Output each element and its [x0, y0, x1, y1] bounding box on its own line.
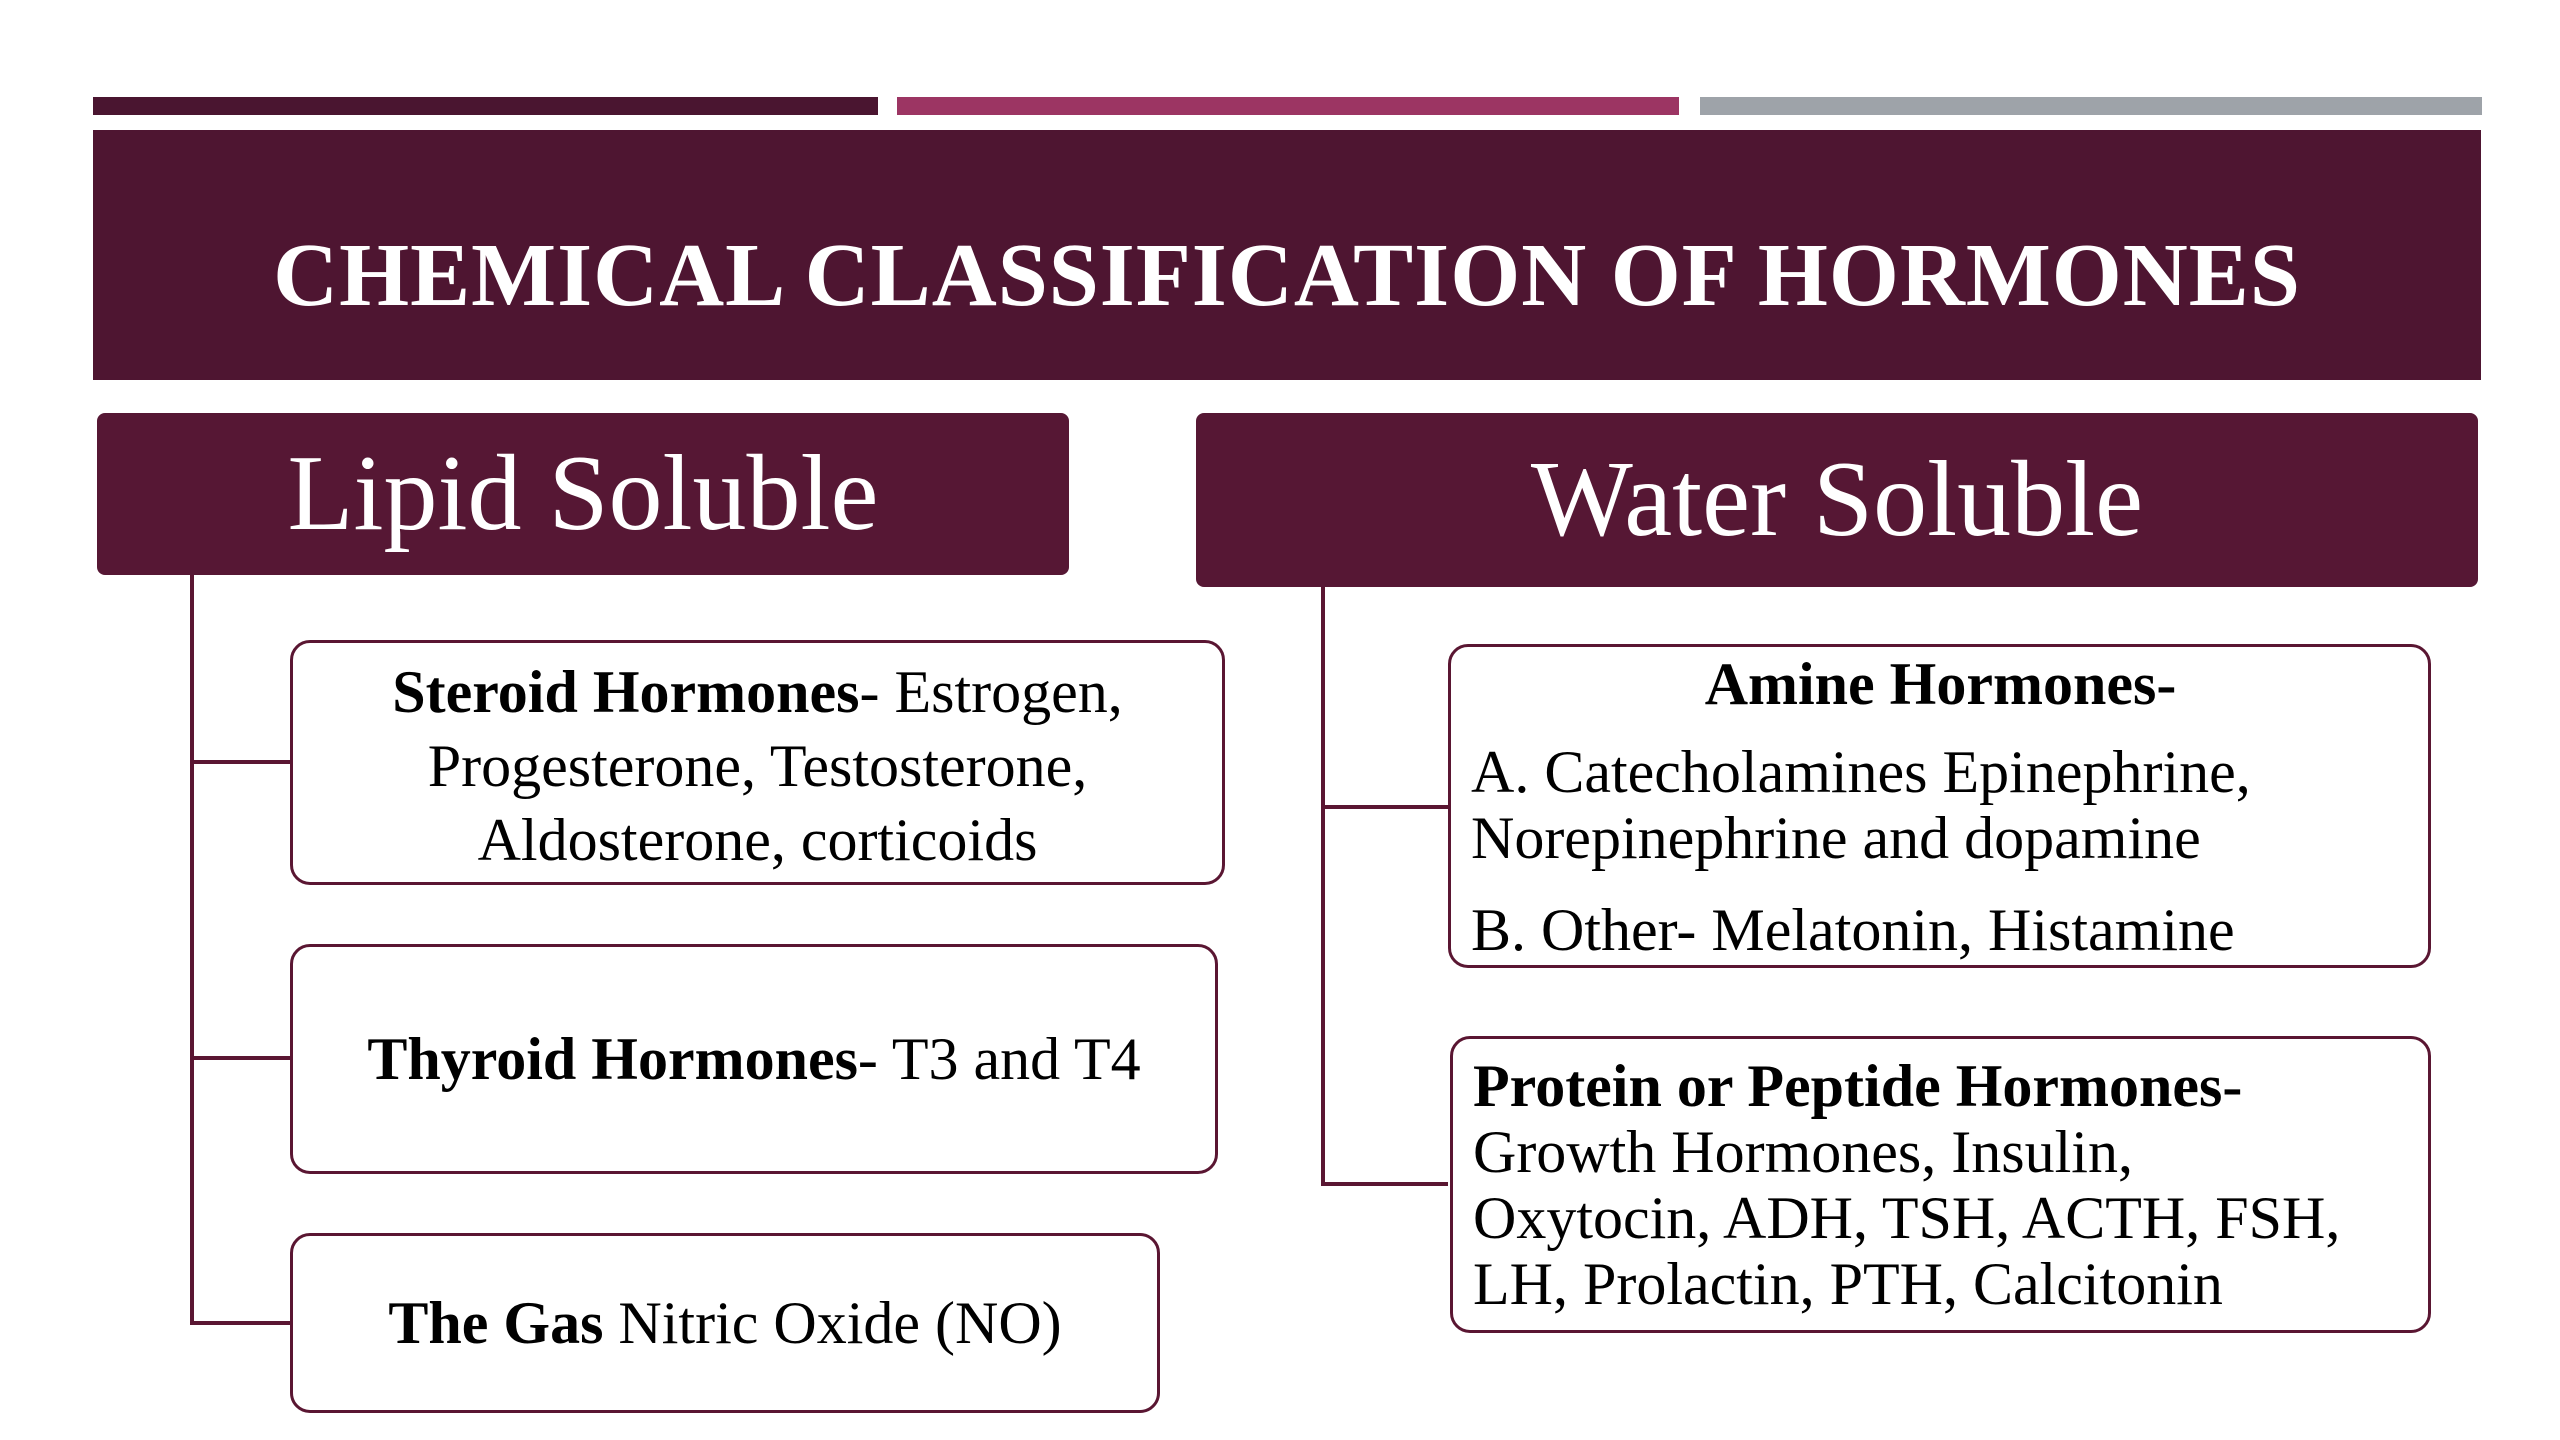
- steroid-hormones-title: Steroid Hormones: [392, 659, 860, 725]
- amine-hormones-title: Amine Hormones-: [1704, 651, 2177, 717]
- slide-title: CHEMICAL CLASSIFICATION OF HORMONES: [273, 225, 2301, 325]
- title-band: [93, 130, 2481, 380]
- thyroid-hormones-card: [290, 944, 1218, 1174]
- lipid-trunk-line: [190, 575, 194, 1325]
- gas-line: [388, 1286, 1061, 1360]
- protein-peptide-line-2: Oxytocin, ADH, TSH, ACTH, FSH,: [1473, 1185, 2341, 1251]
- water-soluble-header: [1196, 413, 2478, 587]
- steroid-line-1: [293, 655, 1222, 729]
- lipid-branch-line-1: [190, 760, 290, 764]
- water-soluble-label: Water Soluble: [1530, 440, 2144, 559]
- protein-peptide-hormones-card: [1450, 1036, 2431, 1333]
- gas-hormone-title: The Gas: [388, 1290, 604, 1356]
- gas-hormone-card: [290, 1233, 1160, 1413]
- lipid-soluble-header: [97, 413, 1069, 575]
- thyroid-hormones-examples: - T3 and T4: [857, 1026, 1141, 1092]
- lipid-branch-line-2: [190, 1056, 290, 1060]
- accent-bar-dark: [93, 97, 878, 115]
- accent-bar-gray: [1700, 97, 2482, 115]
- steroid-hormones-card: [290, 640, 1225, 885]
- water-branch-line-1: [1321, 805, 1448, 809]
- catecholamines-line-2: Norepinephrine and dopamine: [1471, 805, 2201, 871]
- protein-peptide-line-1: Growth Hormones, Insulin,: [1473, 1119, 2133, 1185]
- gas-hormone-example: Nitric Oxide (NO): [603, 1290, 1062, 1356]
- protein-peptide-title: Protein or Peptide Hormones-: [1473, 1053, 2243, 1119]
- other-amines-line: B. Other- Melatonin, Histamine: [1471, 897, 2235, 963]
- steroid-hormones-examples-2: Progesterone, Testosterone,: [427, 733, 1088, 799]
- protein-peptide-line-3: LH, Prolactin, PTH, Calcitonin: [1473, 1251, 2223, 1317]
- steroid-hormones-examples-3: Aldosterone, corticoids: [477, 807, 1038, 873]
- catecholamines-line-1: A. Catecholamines Epinephrine,: [1471, 739, 2251, 805]
- amine-hormones-card: [1448, 644, 2431, 968]
- water-branch-line-2: [1321, 1182, 1448, 1186]
- steroid-hormones-examples-1: - Estrogen,: [859, 659, 1123, 725]
- accent-bar-magenta: [897, 97, 1679, 115]
- lipid-soluble-label: Lipid Soluble: [287, 434, 879, 553]
- thyroid-line: [367, 1022, 1140, 1096]
- thyroid-hormones-title: Thyroid Hormones: [367, 1026, 858, 1092]
- lipid-branch-line-3: [190, 1321, 290, 1325]
- water-trunk-line: [1321, 587, 1325, 1186]
